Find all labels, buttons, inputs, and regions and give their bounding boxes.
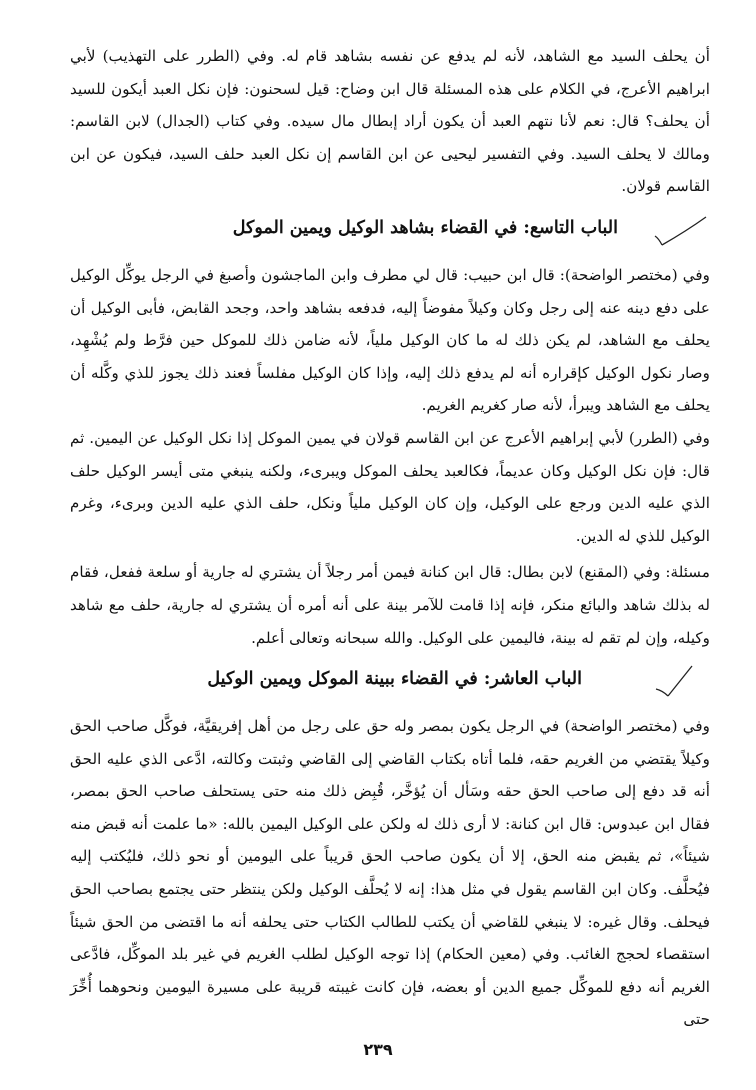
chapter-10-heading <box>70 660 710 702</box>
paragraph-intro: أن يحلف السيد مع الشاهد، لأنه لم يدفع عن نفسه بشاهد قام له. وفي (الطرر على التهذيب) لأبي ابراهيم الأعرج، في الكلام على هذه المسئلة قال ابن وضاح: قيل لسحنون: فإن نكل العبد أيكون للسيد أن يحلف؟ قال: نعم لأنا نتهم العبد أن يكون أراد إبطال مال سيده. وفي كتاب (الجدال) لابن القاسم: ومالك لا يحلف السيد. وفي التفسير ليحيى عن ابن القاسم إن نكل العبد حلف السيد، فيكون عن ابن القاسم قولان. <box>70 47 710 196</box>
chapter-9-heading <box>70 209 710 251</box>
paragraph-ch10-1: وفي (مختصر الواضحة) في الرجل يكون بمصر وله حق على رجل من أهل إفريقيَّة، فوكَّل صاحب الحق وكيلاً يقتضي من الغريم حقه، فلما أتاه بكتاب القاضي إلى القاضي وثبتت وكالته، ادَّعى الذي عليه الحق أنه قد دفع إلى صاحب الحق حقه وسَأل أن يُؤخَّر، قُبِض ذلك منه حتى يستحلف صاحب الحق بمصر، فقال ابن عبدوس: قال ابن كنانة: لا أرى ذلك له ولكن على الوكيل اليمين بالله: «ما علمت أنه قبض منه شيئاً»، ثم يقبض منه الحق، إلا أن يكون صاحب الحق قريباً على اليومين أو نحو ذلك، فليُكتب إليه فيُحلَّف. وكان ابن القاسم يقول في مثل هذا: إنه لا يُحلَّف الوكيل ولكن ينتظر حتى يجتمع بصاحب الحق فيحلف. وقال غيره: لا ينبغي للقاضي أن يكتب للطالب الكتاب حتى يحلفه أنه ما اقتضى من الحق شيئاً استقصاء لحجج الغائب. وفي (معين الحكام) إذا توجه الوكيل لطلب الغريم في غير بلد الموكِّل، فادَّعى الغريم أنه دفع للموكِّل جميع الدين أو بعضه، فإن كانت غيبته قريبة على مسيرة اليومين ونحوهما أُخِّرَ حتى <box>70 717 710 1029</box>
paragraph-ch9-1: وفي (مختصر الواضحة): قال ابن حبيب: قال لي مطرف وابن الماجشون وأصبغ في الرجل يوكِّل الوكيل على دفع دينه عنه إلى رجل وكان وكيلاً مفوضاً إليه، فدفعه بشاهد واحد، وجحد القابض، فأبى الوكيل أن يحلف مع الشاهد، لم يكن ذلك له ما كان الوكيل ملياً، لأنه ضامن ذلك للموكل حين فرَّط ولم يُشْهِد، وصار نكول الوكيل كإقراره أنه لم يدفع ذلك إليه، وإذا كان الوكيل مفلساً فعند ذلك يجوز للذي وكَّله أن يحلف مع الشاهد ويبرأ، لأنه صار كغريم الغريم. <box>70 265 710 415</box>
page-number: ٢٣٩ <box>363 1040 393 1059</box>
hand-drawn-check-mark-icon <box>652 211 708 249</box>
document-page <box>70 40 710 1036</box>
hand-drawn-check-mark-icon <box>642 662 698 700</box>
paragraph-ch9-2: وفي (الطرر) لأبي إبراهيم الأعرج عن ابن القاسم قولان في يمين الموكل إذا نكل الوكيل عن اليمين. ثم قال: فإن نكل الوكيل وكان عديماً، فكالعبد يحلف الموكل ويبرىء، ولكنه ينبغي متى أيسر الوكيل حلف الذي عليه الدين ورجع على الوكيل، وإن كان الوكيل ملياً ونكل، حلف الذي عليه الدين وبرىء، وغرم الوكيل للذي له الدين. <box>70 428 710 545</box>
chapter-9-title: الباب التاسع: في القضاء بشاهد الوكيل ويمين الموكل <box>232 217 618 238</box>
paragraph-ch9-3: مسئلة: وفي (المقنع) لابن بطال: قال ابن كنانة فيمن أمر رجلاً أن يشتري له جارية أو سلعة ففعل، فقام له بذلك شاهد والبائع منكر، فإنه إذا قامت للآمر بينة على أنه أمره أن يشتري له جارية، حلف مع شاهد وكيله، وإن لم تقم له بينة، فاليمين على الوكيل. والله سبحانه وتعالى أعلم. <box>70 563 710 647</box>
chapter-10-title: الباب العاشر: في القضاء ببينة الموكل ويمين الوكيل <box>207 669 582 690</box>
